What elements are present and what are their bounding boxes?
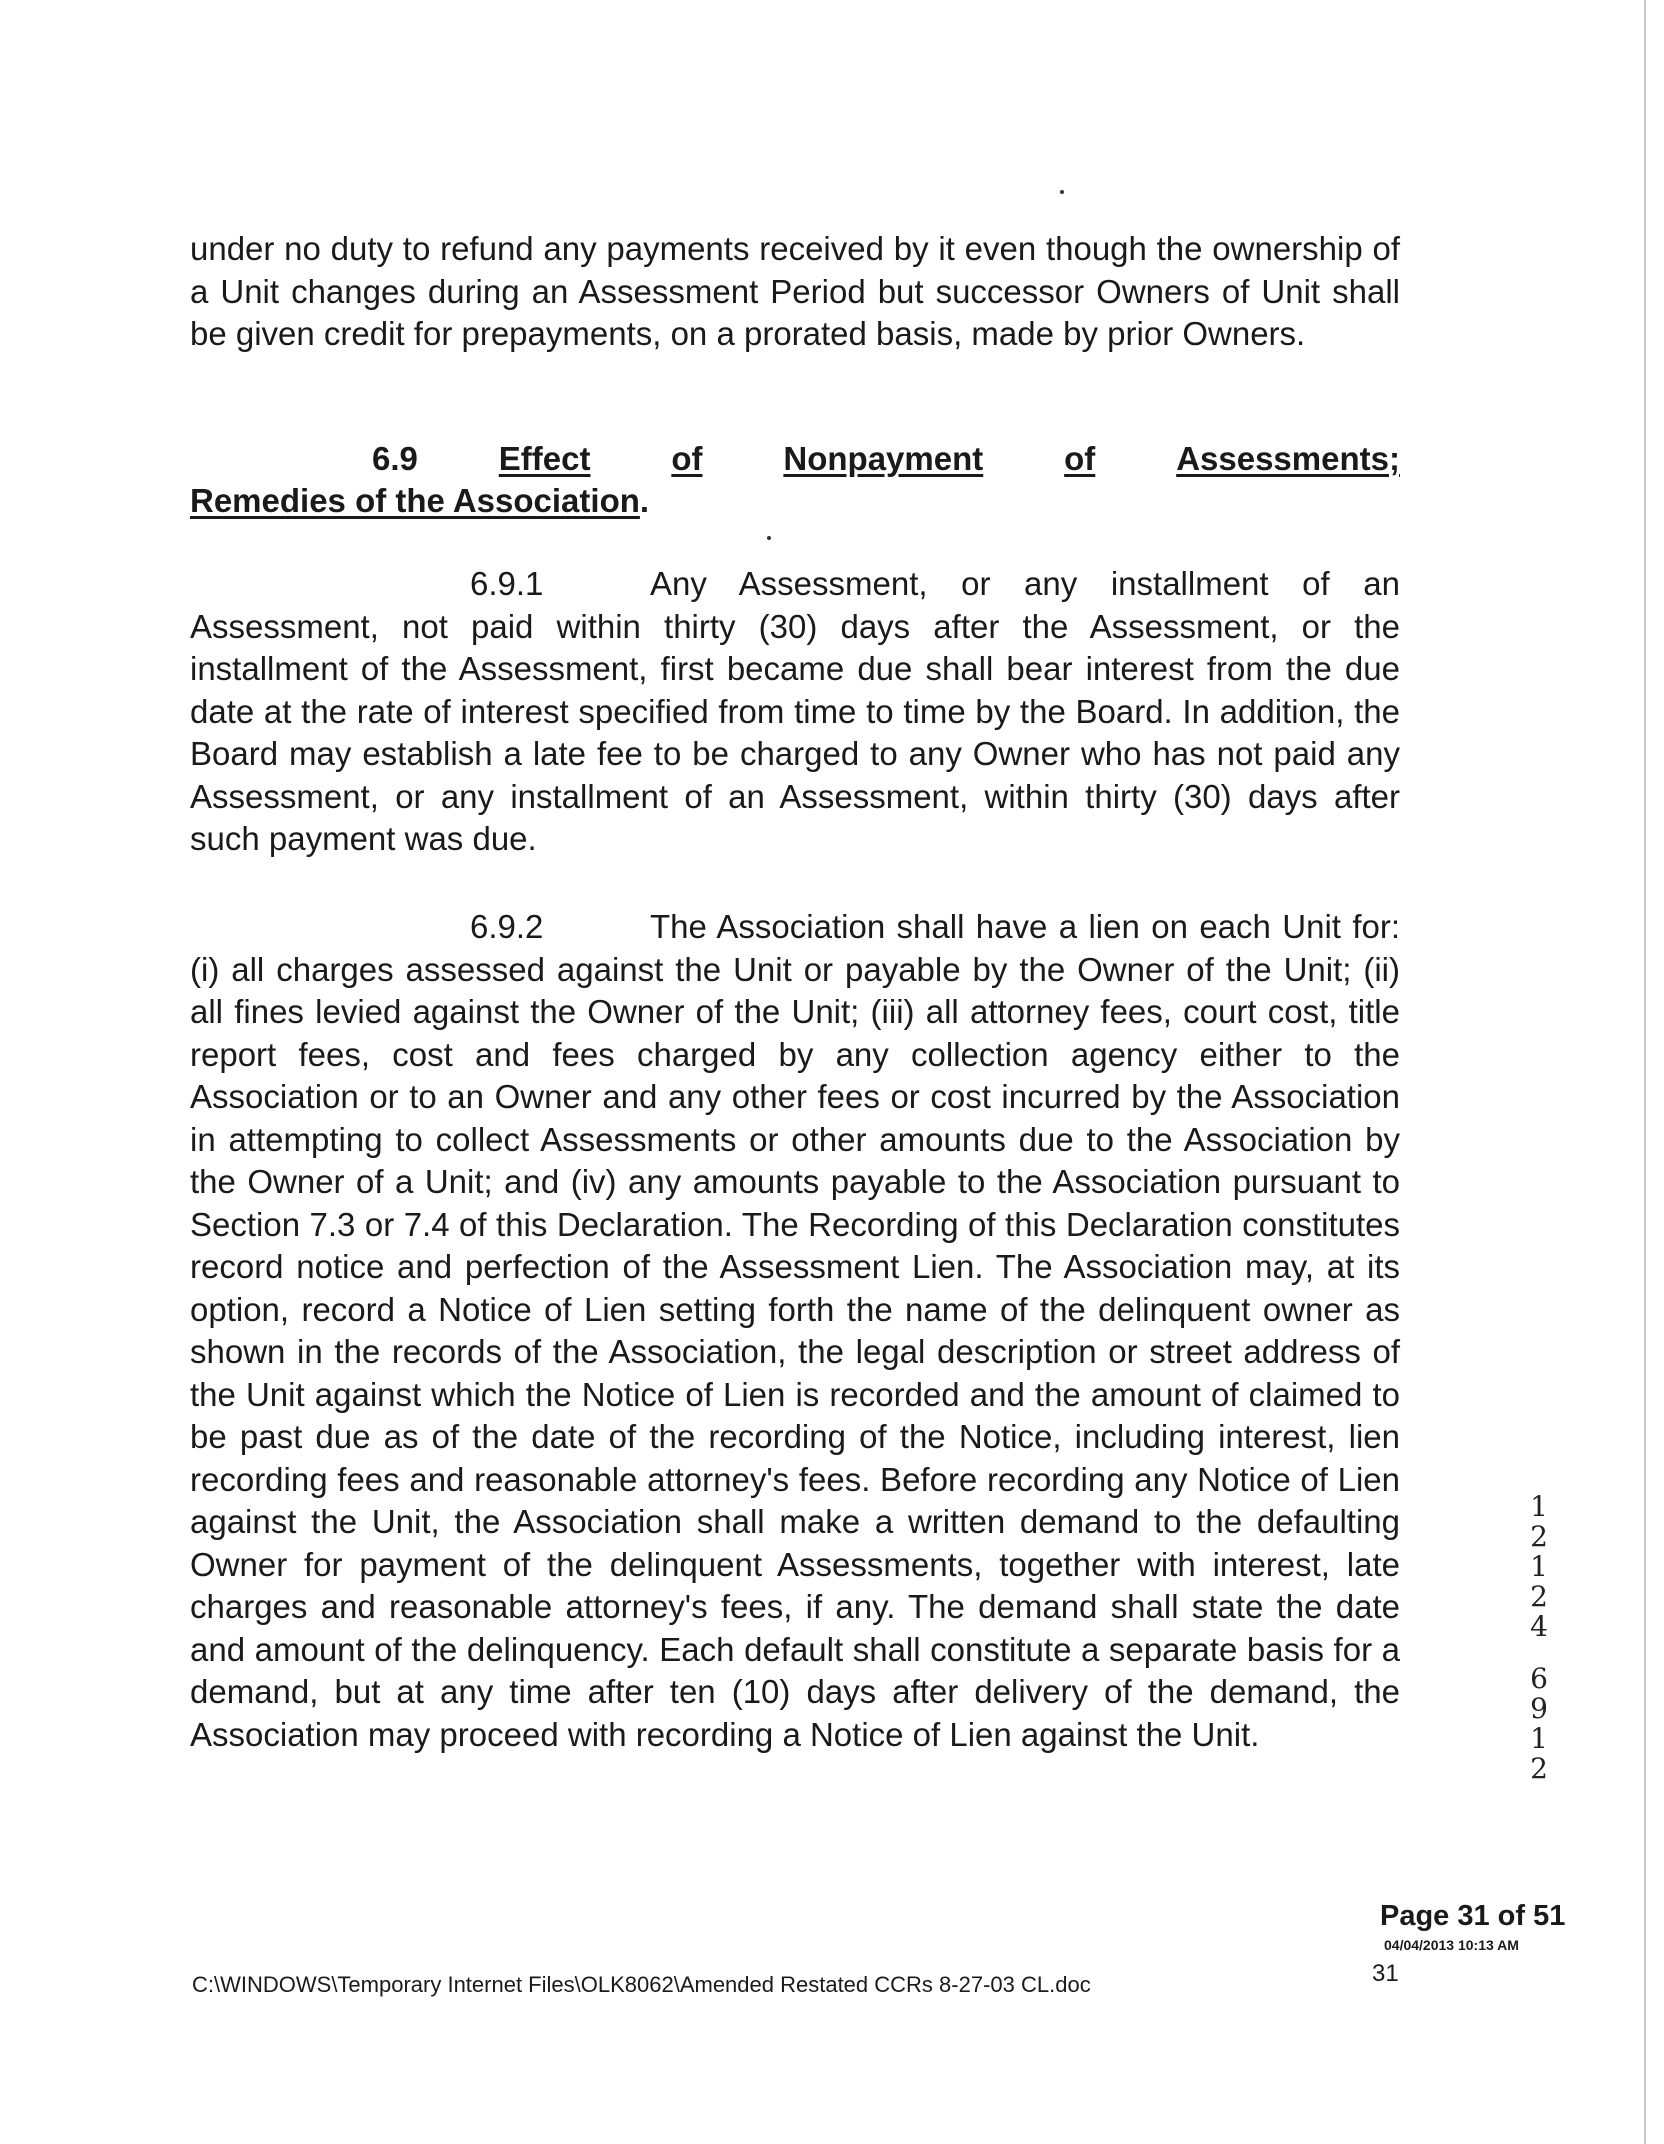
- stamp-digit: 2: [1530, 1752, 1548, 1785]
- stamp-digit: 6: [1530, 1662, 1548, 1695]
- page-edge-line: [1644, 0, 1646, 2144]
- stamp-digit: 2: [1530, 1580, 1548, 1613]
- heading-number: 6.9: [372, 440, 418, 477]
- page-number: 31: [1372, 1960, 1399, 1987]
- heading-line-1: [190, 438, 1400, 480]
- heading-word-effect: Effect: [498, 440, 591, 477]
- paragraph-number-6-9-2: 6.9.2: [470, 908, 544, 945]
- scan-speck: [767, 536, 771, 540]
- paragraph-text-6-9-2: The Association shall have a lien on each Unit for: (i) all charges assessed against the Unit or payable by the Owner of the Unit; (ii) all fines levied against the Owner of the Unit; (iii) all attorney fees, court cost, title report fees, cost and fees charged by any collection agency either to the Association or to an Owner and any other fees or cost incurred by the Association in attempting to collect Assessments or other amounts due to the Association by the Owner of a Unit; and (iv) any amounts payable to the Association pursuant to Section 7.3 or 7.4 of this Declaration. The Recording of this Declaration constitutes record notice and perfection of the Assessment Lien. The Association may, at its option, record a Notice of Lien setting forth the name of the delinquent owner as shown in the records of the Association, the legal description or street address of the Unit against which the Notice of Lien is recorded and the amount of claimed to be past due as of the date of the recording of the Notice, including interest, lien recording fees and reasonable attorney's fees. Before recording any Notice of Lien against the Unit, the Association shall make a written demand to the defaulting Owner for payment of the delinquent Assessments, together with interest, late charges and reasonable attorney's fees, if any. The demand shall state the date and amount of the delinquency. Each default shall constitute a separate basis for a demand, but at any time after ten (10) days after delivery of the demand, the Association may proceed with recording a Notice of Lien against the Unit.: [190, 908, 1400, 1753]
- heading-word-of-2: of: [1064, 440, 1096, 477]
- paragraph-number-6-9-1: 6.9.1: [470, 565, 544, 602]
- page-count-label: Page 31 of 51: [1380, 1900, 1566, 1932]
- stamp-digit: 1: [1530, 1490, 1548, 1523]
- stamp-digit: 1: [1530, 1722, 1548, 1755]
- heading-remedies: Remedies of the Association: [190, 482, 640, 519]
- paragraph-text-6-9-1: Any Assessment, or any installment of an Assessment, not paid within thirty (30) days after the Assessment, or the installment of the Assessment, first became due shall bear interest from the due date at the rate of interest specified from time to time by the Board. In addition, the Board may establish a late fee to be charged to any Owner who has not paid any Assessment, or any installment of an Assessment, within thirty (30) days after such payment was due.: [190, 565, 1400, 857]
- continuation-paragraph: under no duty to refund any payments received by it even though the ownership of a Unit changes during an Assessment Period but successor Owners of Unit shall be given credit for prepayments, on a prorated basis, made by prior Owners.: [190, 230, 1400, 352]
- heading-word-assessments: Assessments;: [1176, 440, 1400, 477]
- file-path-footer: C:\WINDOWS\Temporary Internet Files\OLK8062\Amended Restated CCRs 8-27-03 CL.doc: [192, 1972, 1091, 1997]
- paragraph-6-9-2: [190, 906, 1400, 1756]
- heading-period: .: [639, 482, 650, 519]
- stamp-digit: 4: [1530, 1610, 1548, 1643]
- heading-word-of: of: [671, 440, 703, 477]
- heading-line-2: [190, 480, 1400, 522]
- section-heading-6-9: [190, 438, 1400, 522]
- margin-recording-stamp: [1524, 1490, 1554, 1785]
- stamp-digit: 2: [1530, 1520, 1548, 1553]
- stamp-digit: 9: [1530, 1692, 1548, 1725]
- paragraph-6-9-1: [190, 563, 1400, 861]
- stamp-digit: 1: [1530, 1550, 1548, 1583]
- print-timestamp: 04/04/2013 10:13 AM: [1384, 1937, 1519, 1953]
- heading-word-nonpayment: Nonpayment: [783, 440, 984, 477]
- scan-speck: [1060, 190, 1064, 194]
